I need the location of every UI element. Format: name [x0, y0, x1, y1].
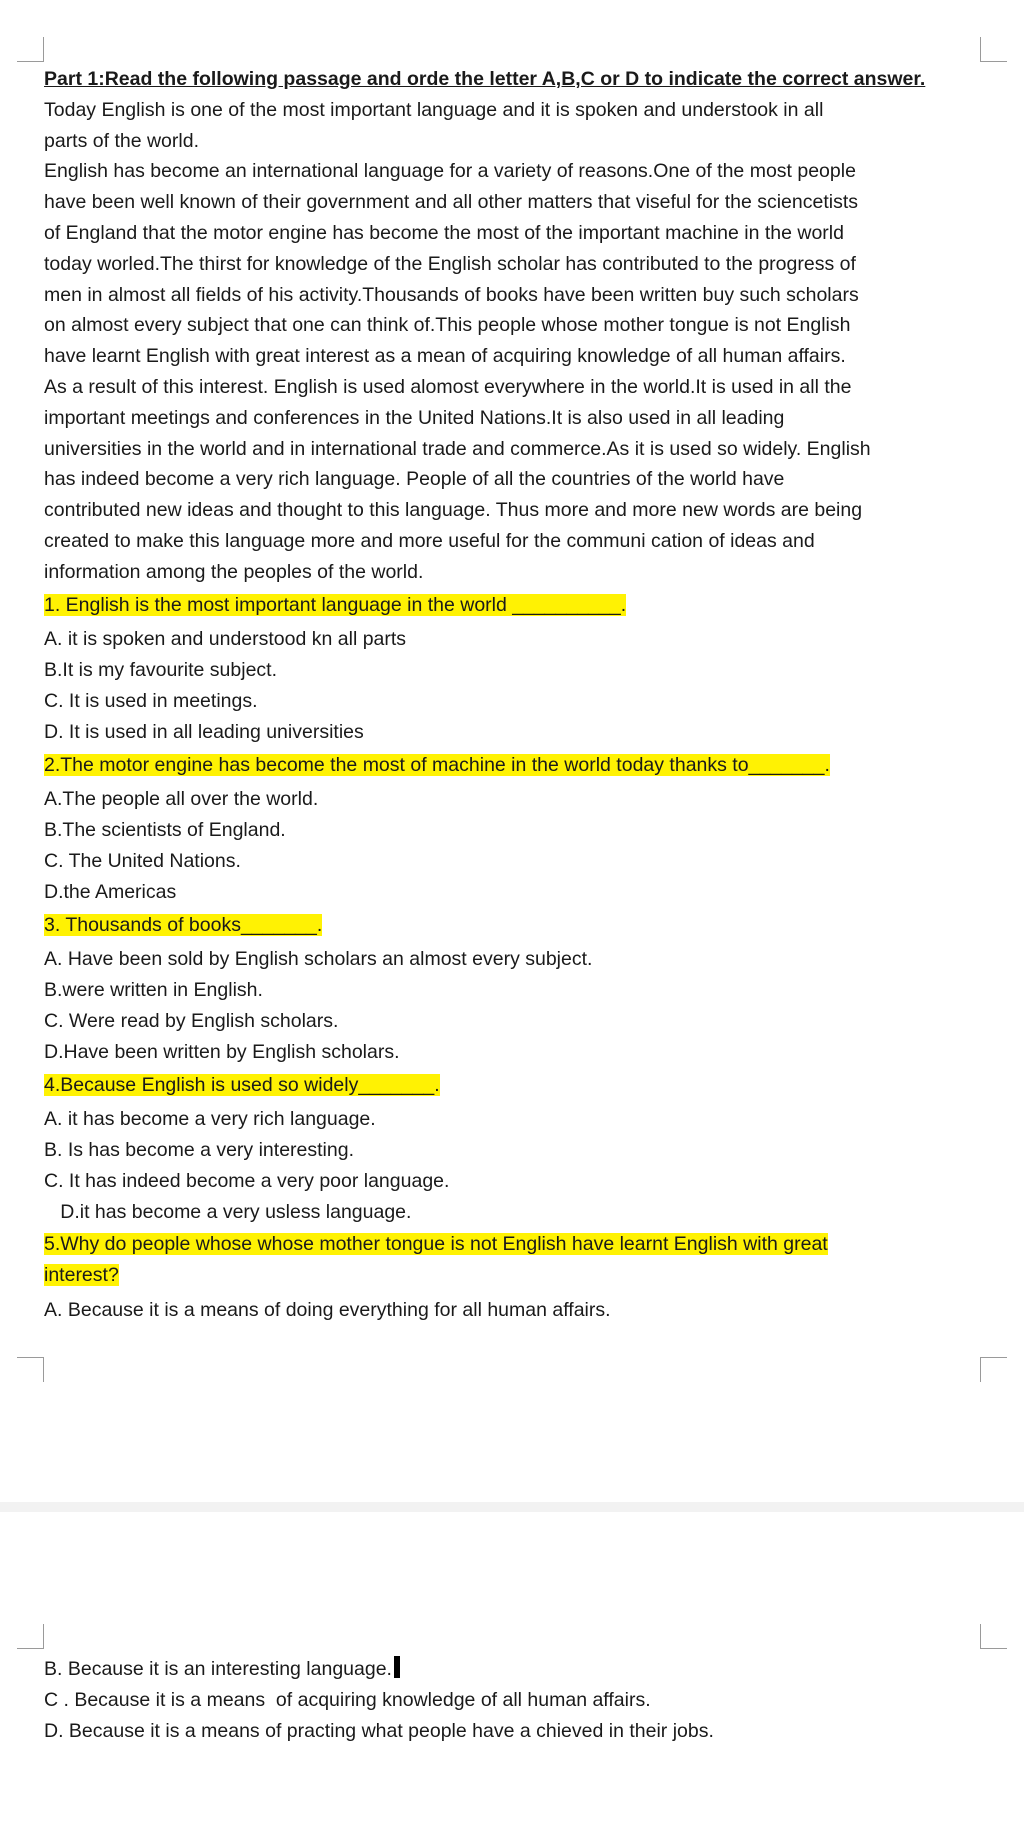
- question-block: [44, 910, 984, 1068]
- question-text: 1. English is the most important language in the world __________.: [44, 593, 627, 616]
- answer-option: C. It has indeed become a very poor language.: [44, 1169, 450, 1192]
- answer-option: A.The people all over the world.: [44, 788, 319, 811]
- question-text-continued: interest?: [44, 1264, 119, 1287]
- passage-line: universities in the world and in international trade and commerce.As it is used so widely. English: [44, 437, 871, 460]
- page-corner-mark: [17, 37, 44, 62]
- passage-line: on almost every subject that one can think of.This people whose mother tongue is not English: [44, 314, 851, 337]
- page-corner-mark: [17, 1624, 44, 1649]
- answer-option: D.the Americas: [44, 880, 177, 903]
- passage-line: As a result of this interest. English is used alomost everywhere in the world.It is used in all the: [44, 375, 852, 398]
- question-block: [44, 1070, 984, 1228]
- answer-option: B.The scientists of England.: [44, 819, 286, 842]
- question-text: 2.The motor engine has become the most of machine in the world today thanks to_______.: [44, 753, 830, 776]
- answer-option: B.It is my favourite subject.: [44, 659, 278, 682]
- answer-option: A. Have been sold by English scholars an almost every subject.: [44, 948, 593, 971]
- page-corner-mark: [980, 1357, 1007, 1382]
- question-block: [44, 1229, 984, 1325]
- answer-option: B. Because it is an interesting language.: [44, 1654, 984, 1685]
- passage: [44, 95, 984, 588]
- page-corner-mark: [980, 1624, 1007, 1649]
- document-body: [44, 64, 984, 1326]
- answer-option: D. It is used in all leading universities: [44, 720, 364, 743]
- passage-line: created to make this language more and more useful for the communi cation of ideas and: [44, 529, 815, 552]
- passage-line: contributed new ideas and thought to this language. Thus more and more new words are being: [44, 499, 863, 522]
- answer-option: A. it has become a very rich language.: [44, 1108, 376, 1131]
- question-text: 3. Thousands of books_______.: [44, 913, 323, 936]
- document-body-continued: [44, 1654, 984, 1746]
- passage-line: parts of the world.: [44, 129, 199, 152]
- passage-line: important meetings and conferences in the United Nations.It is also used in all leading: [44, 406, 785, 429]
- answer-option: D.it has become a very usless language.: [44, 1200, 412, 1223]
- document-page-2: [0, 1512, 1024, 1836]
- question-text: 4.Because English is used so widely_______.: [44, 1073, 440, 1096]
- page-corner-mark: [17, 1357, 44, 1382]
- answer-option: C. The United Nations.: [44, 849, 241, 872]
- passage-line: English has become an international language for a variety of reasons.One of the most people: [44, 160, 856, 183]
- question-text: 5.Why do people whose whose mother tongue is not English have learnt English with great: [44, 1233, 828, 1256]
- answer-option: C . Because it is a means of acquiring knowledge of all human affairs.: [44, 1688, 651, 1711]
- passage-line: today worled.The thirst for knowledge of the English scholar has contributed to the progress of: [44, 252, 856, 275]
- answer-option: C. Were read by English scholars.: [44, 1009, 339, 1032]
- passage-line: information among the peoples of the world.: [44, 560, 424, 583]
- passage-line: have learnt English with great interest as a mean of acquiring knowledge of all human affairs.: [44, 345, 846, 368]
- page-title: Part 1:Read the following passage and orde the letter A,B,C or D to indicate the correct answer.: [44, 68, 926, 90]
- answer-option: B. Is has become a very interesting.: [44, 1139, 354, 1162]
- answer-option: C. It is used in meetings.: [44, 689, 258, 712]
- passage-line: of England that the motor engine has become the most of the important machine in the world: [44, 221, 844, 244]
- answer-option: A. it is spoken and understood kn all parts: [44, 628, 407, 651]
- passage-line: men in almost all fields of his activity.Thousands of books have been written buy such scholars: [44, 283, 859, 306]
- question-block: [44, 590, 984, 748]
- page-corner-mark: [980, 37, 1007, 62]
- passage-line: Today English is one of the most important language and it is spoken and understook in all: [44, 98, 824, 121]
- answer-option: D.Have been written by English scholars.: [44, 1040, 400, 1063]
- answer-option: A. Because it is a means of doing everything for all human affairs.: [44, 1299, 611, 1322]
- text-cursor: [394, 1656, 400, 1678]
- answer-option: B.were written in English.: [44, 979, 263, 1002]
- passage-line: have been well known of their government and all other matters that viseful for the sciencetists: [44, 191, 859, 214]
- answer-option: D. Because it is a means of practing what people have a chieved in their jobs.: [44, 1719, 714, 1742]
- passage-line: has indeed become a very rich language. People of all the countries of the world have: [44, 468, 785, 491]
- question-block: [44, 750, 984, 908]
